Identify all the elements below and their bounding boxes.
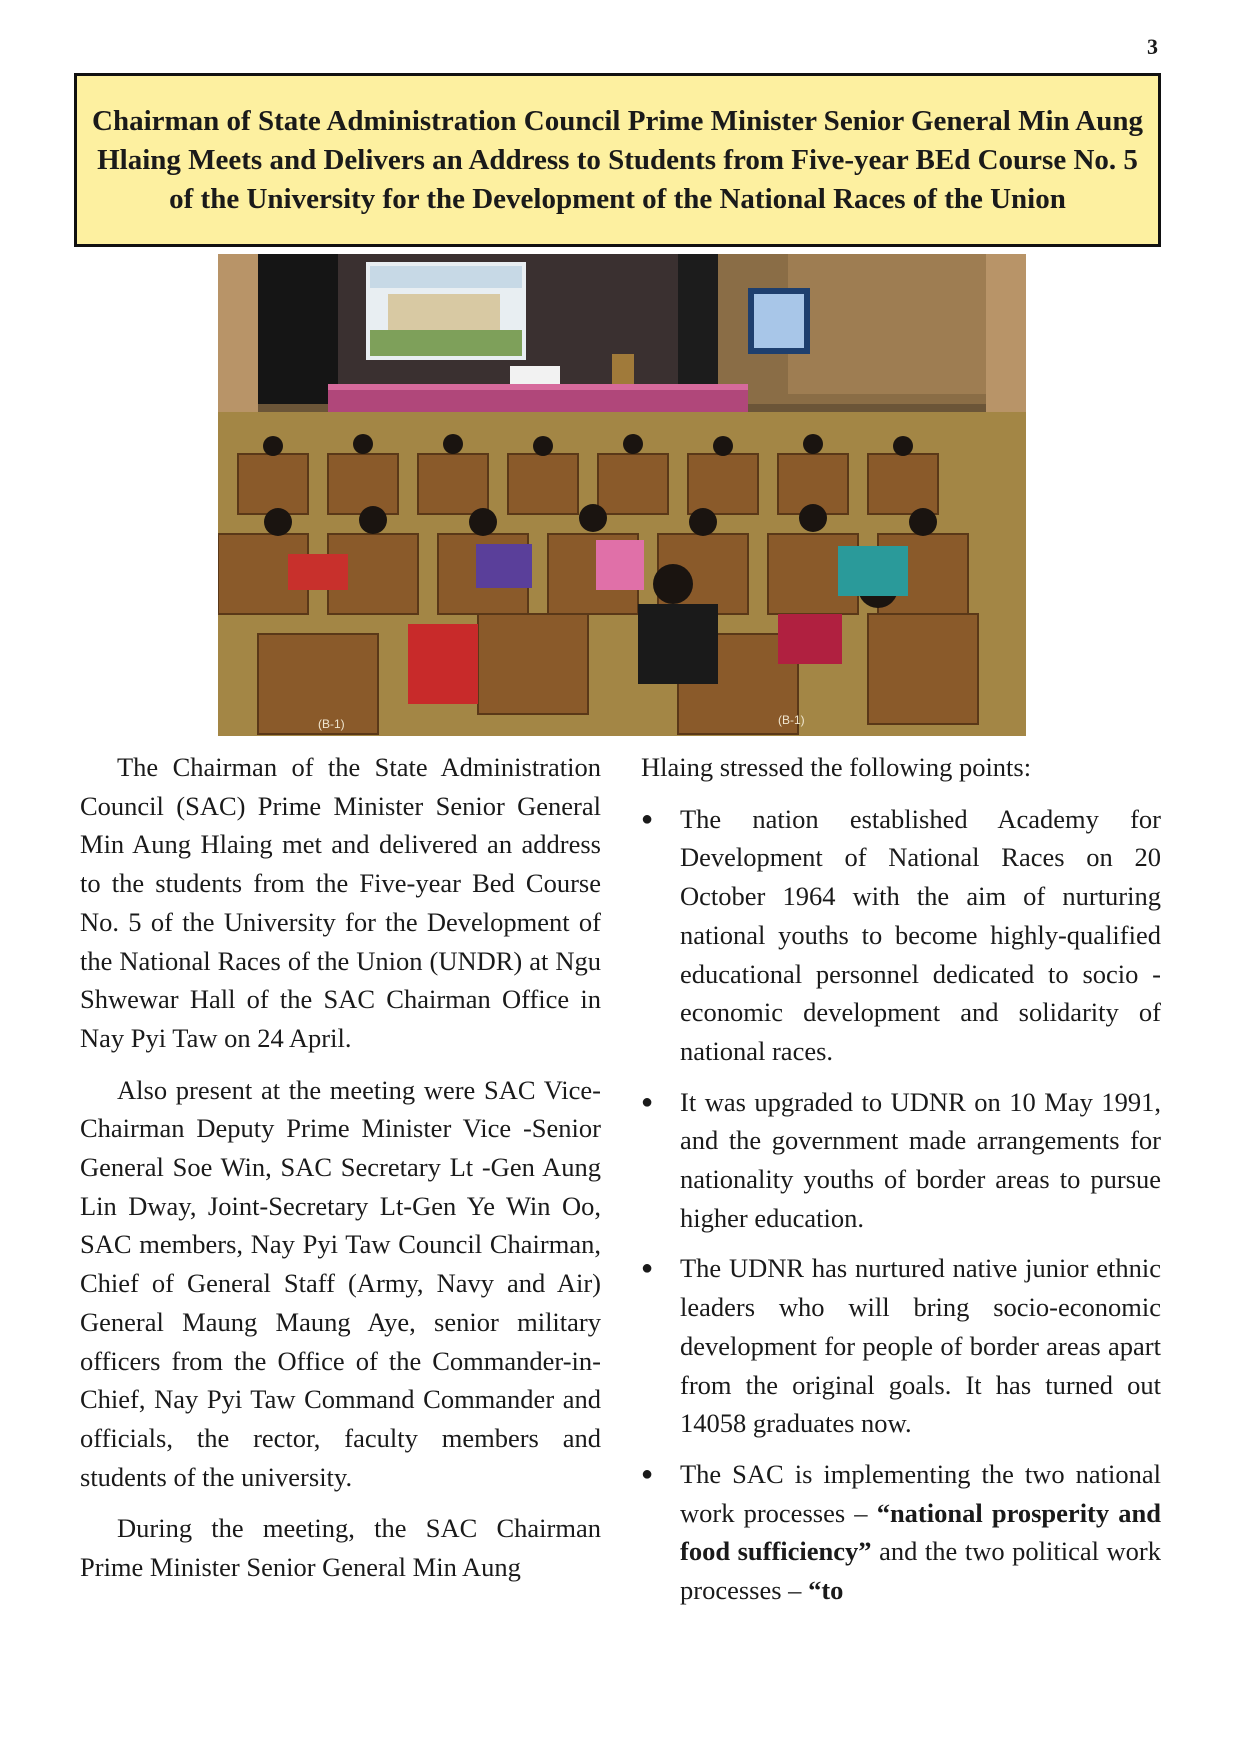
list-item-text xyxy=(680,1459,1161,1605)
paragraph: The Chairman of the State Administration Council (SAC) Prime Minister Senior General Min Aung Hlaing met and delivered an address to the students from the Five-year Bed Course No. 5 of the University for the Development of the National Races of the Union (UNDR) at Ngu Shwewar Hall of the SAC Chairman Office in Nay Pyi Taw on 24 April. xyxy=(80,752,601,1053)
chair-tag-1: (B-1) xyxy=(318,717,345,731)
bullet-icon: ● xyxy=(641,1090,654,1113)
headline-box xyxy=(74,73,1161,247)
bullet-icon: ● xyxy=(641,1257,654,1280)
list-item xyxy=(641,1249,1161,1443)
list-item-text: The nation established Academy for Development of National Races on 20 October 1964 with the aim of nurturing national youths to become highly-qualified educational personnel dedicated to socio -economic development and solidarity of national races. xyxy=(680,803,1161,1066)
bullet-list xyxy=(641,800,1161,1610)
paragraph: Also present at the meeting were SAC Vice-Chairman Deputy Prime Minister Vice -Senior General Soe Win, SAC Secretary Lt -Gen Aung Lin Dway, Joint-Secretary Lt-Gen Ye Win Oo, SAC members, Nay Pyi Taw Council Chairman, Chief of General Staff (Army, Navy and Air) General Maung Maung Aye, senior military officers from the Office of the Commander-in-Chief, Nay Pyi Taw Command Commander and officials, the rector, faculty members and students of the university. xyxy=(80,1074,601,1492)
right-column xyxy=(641,748,1161,1622)
list-item xyxy=(641,1083,1161,1238)
list-item-text: The UDNR has nurtured native junior ethnic leaders who will bring socio-economic development for people of border areas apart from the original goals. It has turned out 14058 graduates now. xyxy=(680,1253,1161,1439)
paragraph-continuation: Hlaing stressed the following points: xyxy=(641,752,1032,782)
event-photo xyxy=(218,254,1026,736)
bullet-icon: ● xyxy=(641,1462,654,1485)
paragraph: During the meeting, the SAC Chairman Prime Minister Senior General Min Aung xyxy=(80,1513,601,1583)
page-number: 3 xyxy=(1147,34,1158,59)
list-item-text: It was upgraded to UDNR on 10 May 1991, and the government made arrangements for nationality youths of border areas to pursue higher education. xyxy=(680,1086,1161,1233)
bullet-icon: ● xyxy=(641,807,654,830)
list-item xyxy=(641,1455,1161,1610)
list-item xyxy=(641,800,1161,1071)
left-column xyxy=(80,748,601,1600)
bold-phrase: “to xyxy=(808,1575,844,1606)
bold-phrase: “national prosperity and food sufficiency” xyxy=(680,1497,1161,1567)
headline: Chairman of State Administration Council Prime Minister Senior General Min Aung Hlaing Meets and Delivers an Address to Students from Five-year BEd Course No. 5 of the University for the Development of the National Races of the Union xyxy=(92,104,1143,215)
text-run: The SAC is implementing the two national work processes – xyxy=(680,1458,1161,1528)
chair-tag-2: (B-1) xyxy=(778,713,805,727)
text-run: and the two political work processes – xyxy=(680,1536,1161,1606)
